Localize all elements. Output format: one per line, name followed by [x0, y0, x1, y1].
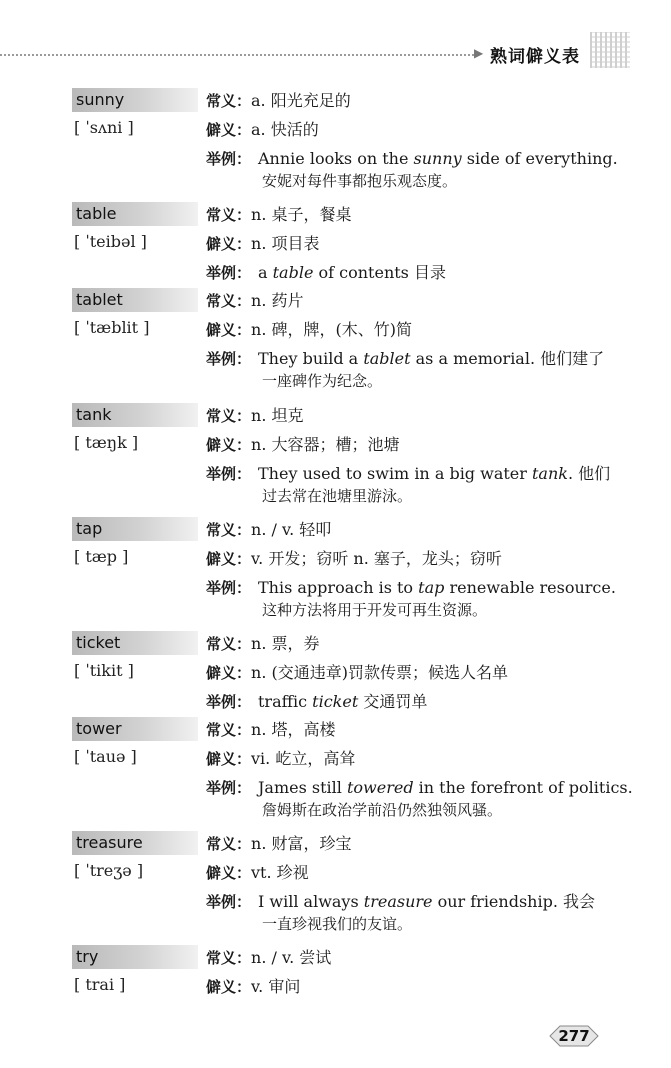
- page-number-text: 277: [558, 1027, 590, 1045]
- phonetic: [ trai ]: [74, 975, 126, 994]
- example-line: They build a tablet as a memorial. 他们建了: [258, 349, 605, 368]
- common-label: 常义：: [206, 721, 252, 739]
- common-label: 常义：: [206, 835, 252, 853]
- headword: try: [72, 945, 198, 969]
- rare-label: 僻义：: [206, 864, 252, 882]
- common-meaning: [206, 633, 320, 655]
- example: [206, 148, 618, 190]
- example-label: 举例：: [206, 264, 252, 282]
- rare-meaning: [206, 548, 502, 570]
- common-text: n. 票，券: [251, 634, 320, 653]
- headword: treasure: [72, 831, 198, 855]
- headword: tablet: [72, 288, 198, 312]
- rare-text: n. 大容器；槽；池塘: [251, 435, 400, 454]
- common-text: a. 阳光充足的: [251, 91, 351, 110]
- example-label: 举例：: [206, 465, 252, 483]
- headword: tap: [72, 517, 198, 541]
- common-meaning: [206, 719, 336, 741]
- example-line: This approach is to tap renewable resource.: [258, 578, 616, 597]
- rare-meaning: [206, 748, 355, 770]
- example-line: 一座碑作为纪念。: [262, 372, 383, 390]
- rare-label: 僻义：: [206, 550, 252, 568]
- common-text: n. / v. 轻叩: [251, 520, 332, 539]
- phonetic: [ ˈtreʒə ]: [74, 861, 144, 880]
- rare-text: a. 快活的: [251, 120, 319, 139]
- example: [206, 891, 598, 933]
- common-label: 常义：: [206, 521, 252, 539]
- example-label: 举例：: [206, 893, 252, 911]
- headword: tank: [72, 403, 198, 427]
- example-line: 这种方法将用于开发可再生资源。: [262, 601, 488, 619]
- header-pattern: [590, 32, 630, 68]
- common-meaning: [206, 519, 331, 541]
- common-meaning: [206, 204, 352, 226]
- common-label: 常义：: [206, 635, 252, 653]
- phonetic: [ ˈsʌni ]: [74, 118, 134, 137]
- rare-label: 僻义：: [206, 436, 252, 454]
- rare-text: n. 项目表: [251, 234, 320, 253]
- example-label: 举例：: [206, 579, 252, 597]
- phonetic: [ tæŋk ]: [74, 433, 139, 452]
- headword: tower: [72, 717, 198, 741]
- rare-text: n. (交通违章)罚款传票；候选人名单: [251, 663, 508, 682]
- example: [206, 463, 611, 505]
- phonetic: [ ˈtauə ]: [74, 747, 137, 766]
- header-divider: [0, 54, 478, 56]
- rare-text: n. 碑，牌，(木、竹)简: [251, 320, 412, 339]
- common-text: n. 药片: [251, 291, 304, 310]
- common-meaning: [206, 90, 351, 112]
- example-line: They used to swim in a big water tank. 他们: [258, 464, 611, 483]
- common-label: 常义：: [206, 206, 252, 224]
- rare-text: v. 开发；窃听 n. 塞子，龙头；窃听: [251, 549, 502, 568]
- page-title: 熟词僻义表: [490, 47, 580, 67]
- example-line: 詹姆斯在政治学前沿仍然独领风骚。: [262, 801, 503, 819]
- common-label: 常义：: [206, 92, 252, 110]
- example-label: 举例：: [206, 693, 252, 711]
- example-line: 过去常在池塘里游泳。: [262, 487, 413, 505]
- headword: table: [72, 202, 198, 226]
- example: [206, 777, 633, 819]
- rare-text: v. 审问: [251, 977, 301, 996]
- rare-meaning: [206, 862, 309, 884]
- headword: sunny: [72, 88, 198, 112]
- common-text: n. 桌子，餐桌: [251, 205, 352, 224]
- common-label: 常义：: [206, 292, 252, 310]
- arrow-icon: ▶: [474, 46, 484, 60]
- common-meaning: [206, 947, 331, 969]
- common-meaning: [206, 833, 352, 855]
- example-label: 举例：: [206, 150, 252, 168]
- example-label: 举例：: [206, 350, 252, 368]
- rare-label: 僻义：: [206, 750, 252, 768]
- example-line: traffic ticket 交通罚单: [258, 692, 428, 711]
- example: [206, 348, 605, 390]
- common-meaning: [206, 405, 304, 427]
- rare-text: vi. 屹立，高耸: [251, 749, 356, 768]
- example-line: I will always treasure our friendship. 我会: [258, 892, 595, 911]
- rare-text: vt. 珍视: [251, 863, 309, 882]
- common-text: n. 财富，珍宝: [251, 834, 352, 853]
- phonetic: [ ˈtikit ]: [74, 661, 134, 680]
- common-text: n. 塔，高楼: [251, 720, 336, 739]
- phonetic: [ ˈtæblit ]: [74, 318, 150, 337]
- rare-meaning: [206, 119, 319, 141]
- common-label: 常义：: [206, 949, 252, 967]
- common-text: n. 坦克: [251, 406, 304, 425]
- rare-label: 僻义：: [206, 664, 252, 682]
- common-meaning: [206, 290, 304, 312]
- rare-label: 僻义：: [206, 235, 252, 253]
- headword: ticket: [72, 631, 198, 655]
- rare-meaning: [206, 319, 412, 341]
- page-header: [0, 32, 671, 72]
- page-number: [548, 1024, 600, 1048]
- example-label: 举例：: [206, 779, 252, 797]
- example: [206, 262, 598, 284]
- example: [206, 691, 598, 713]
- phonetic: [ tæp ]: [74, 547, 129, 566]
- phonetic: [ ˈteibəl ]: [74, 232, 147, 251]
- rare-meaning: [206, 434, 400, 456]
- example: [206, 577, 616, 619]
- rare-label: 僻义：: [206, 321, 252, 339]
- example-line: 一直珍视我们的友谊。: [262, 915, 413, 933]
- common-label: 常义：: [206, 407, 252, 425]
- rare-label: 僻义：: [206, 121, 252, 139]
- common-text: n. / v. 尝试: [251, 948, 332, 967]
- example-line: Annie looks on the sunny side of everything.: [258, 149, 618, 168]
- rare-label: 僻义：: [206, 978, 252, 996]
- rare-meaning: [206, 233, 320, 255]
- example-line: James still towered in the forefront of politics.: [258, 778, 633, 797]
- rare-meaning: [206, 976, 300, 998]
- rare-meaning: [206, 662, 508, 684]
- example-line: a table of contents 目录: [258, 263, 446, 282]
- example-line: 安妮对每件事都抱乐观态度。: [262, 172, 458, 190]
